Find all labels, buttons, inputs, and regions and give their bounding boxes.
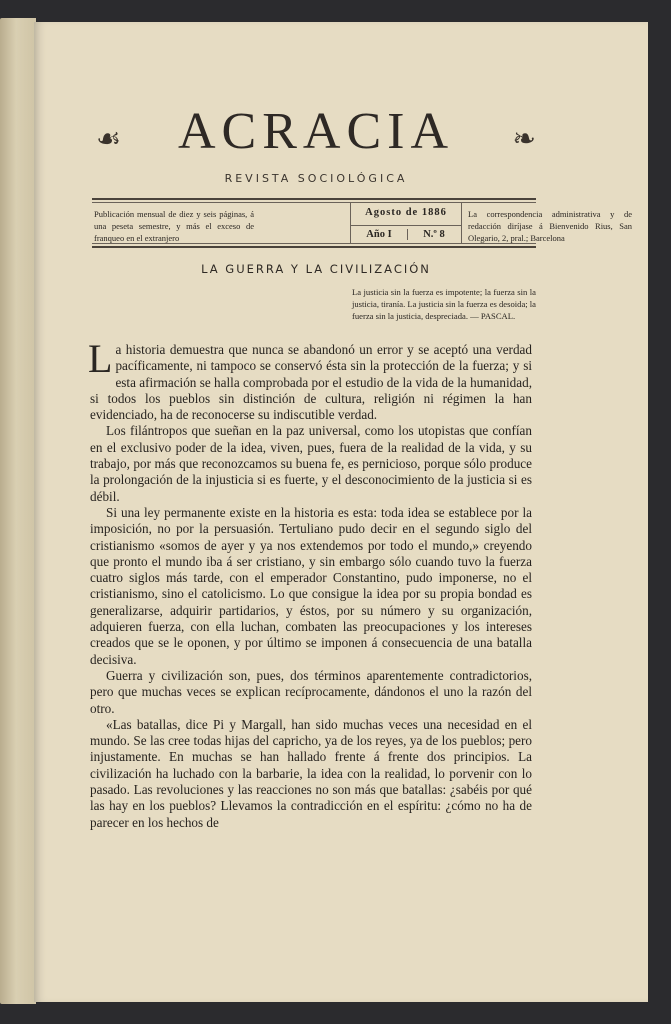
paragraph-3: Si una ley permanente existe en la historia es esta: toda idea se establece por la imposición, no por la persuasión. Tertuliano pudo decir en el segundo siglo del cristianismo «somos de ayer y ya nos extendemos por todo el mundo,» creyendo que pronto el mundo iba á ser cristiano, y sin embargo sólo cuando tuvo la fuerza cuatro siglos más tarde, con el emperador Constantino, pudo imponerse, no el cristianismo, sino el catolicismo. Lo que consigue la idea por su propia bondad es generalizarse, adquirir partidarios, y éstos, por su número y su organización, adquieren fuerza, con ella luchan, combaten las preocupaciones y los intereses creados que se le oponen, y por último se imponen á consecuencia de una batalla decisiva. (90, 504, 532, 667)
article-title: LA GUERRA Y LA CIVILIZACIÓN (201, 262, 431, 276)
issue-number: N.º 8 (423, 229, 445, 240)
drop-cap: L (88, 336, 113, 381)
paragraph-4: Guerra y civilización son, pues, dos términos aparentemente contradictorios, pero que muchas veces se explican recíprocamente, dándonos el uno la razón del otro. (90, 667, 532, 716)
info-box-inner (92, 202, 632, 244)
masthead (96, 103, 536, 160)
flourish-left-icon: ☙ (96, 124, 122, 155)
paragraph-1-text: a historia demuestra que nunca se abandonó un error y se aceptó una verdad pacíficamente, ni tampoco se conservó ésta sin la protección de la fuerza; y si esta afirmación se halla comprobada por el estudio de la vida de la humanidad, si todos los pueblos sin distinción de cultura, religión ni régimen la han evidenciado, ha de reconocerse su indiscutible verdad. (90, 342, 532, 423)
issue-row (351, 225, 461, 244)
book-spine-edge (0, 18, 36, 1004)
correspondence-info: La correspondencia administrativa y de redacción diríjase á Bienvenido Rius, San Olegario, 2, pral.; Barcelona (468, 209, 632, 243)
issue-date: Agosto de 1886 (365, 207, 447, 218)
paragraph-1 (88, 336, 532, 423)
flourish-right-icon: ❧ (512, 124, 536, 155)
article-epigraph: La justicia sin la fuerza es impotente; la fuerza sin la justicia, tiranía. La justicia sin la fuerza es desoida; la fuerza sin la justicia, despreciada. — PASCAL. (352, 287, 536, 321)
subscription-info: Publicación mensual de diez y seis páginas, á una peseta semestre, y más el exceso de franqueo en el extranjero (94, 209, 254, 243)
article-body (88, 336, 532, 831)
publication-info-box (92, 198, 632, 248)
journal-title: ACRACIA (177, 103, 455, 160)
paragraph-5: «Las batallas, dice Pi y Margall, han sido muchas veces una necesidad en el mundo. Se las cree todas hijas del capricho, ya de los reyes, ya de los pueblos; pero injustamente. En muchas se han hallado frente á frente dos principios. La civilización ha luchado con la barbarie, la idea con la realidad, lo porvenir con lo pasado. Las revoluciones y las reacciones no son más que batallas: ¿sabéis por qué las hay en los pueblos? Llevamos la contradicción en el espíritu: ¿cómo no ha de parecer en los hechos de (90, 716, 532, 830)
issue-info (350, 203, 462, 243)
paragraph-2: Los filántropos que sueñan en la paz universal, como los utopistas que confían en el exclusivo poder de la idea, viven, pues, fuera de la realidad de la vida, y su trabajo, por más que reconozcamos su buena fe, es pernicioso, porque sólo produce la prolongación de la injusticia si es fuerte, y el desconocimiento de la justicia si es débil. (90, 423, 532, 504)
journal-subtitle: REVISTA SOCIOLÓGICA (224, 172, 408, 185)
issue-year: Año I (351, 229, 408, 240)
